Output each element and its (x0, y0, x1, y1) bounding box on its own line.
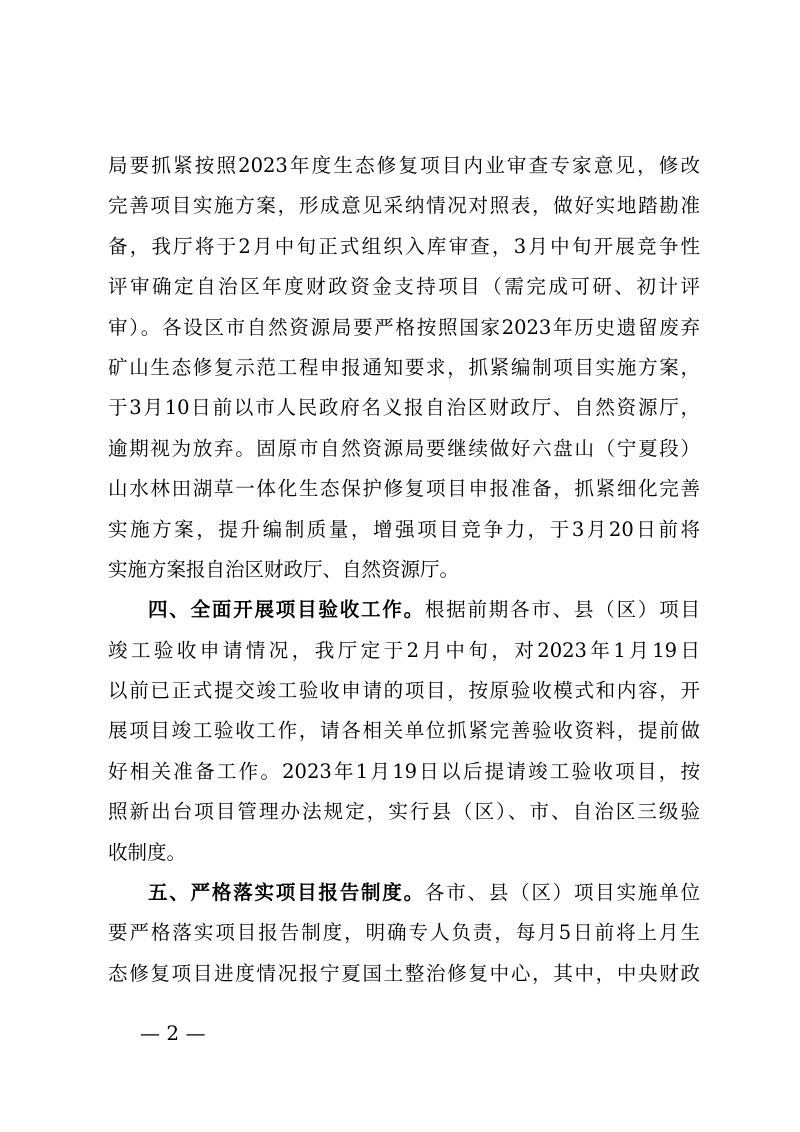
text-line: 评审确定自治区年度财政资金支持项目（需完成可研、初计评 (108, 275, 700, 299)
page-number: — 2 — (140, 1021, 206, 1045)
text-line: 实施方案报自治区财政厅、自然资源厅。 (108, 557, 460, 581)
text-line: 于3月10日前以市人民政府名义报自治区财政厅、自然资源厅， (108, 396, 700, 420)
section-4-heading: 四、全面开展项目验收工作。 (148, 598, 425, 622)
text-line: 照新出台项目管理办法规定，实行县（区）、市、自治区三级验 (108, 800, 700, 824)
text-line: 局要抓紧按照2023年度生态修复项目内业审查专家意见，修改 (108, 154, 700, 177)
text-line: 竣工验收申请情况，我厅定于2月中旬，对2023年1月19日 (108, 638, 700, 662)
section-5-first-line (108, 873, 700, 913)
section-5-heading: 五、严格落实项目报告制度。 (148, 881, 425, 905)
text-line: 收制度。 (108, 840, 187, 864)
text-line: 备，我厅将于2月中旬正式组织入库审查，3月中旬开展竞争性 (108, 234, 700, 258)
text-line: 好相关准备工作。2023年1月19日以后提请竣工验收项目，按 (108, 759, 700, 783)
text-line: 展项目竣工验收工作，请各相关单位抓紧完善验收资料，提前做 (108, 719, 700, 743)
text-line: 完善项目实施方案，形成意见采纳情况对照表，做好实地踏勘准 (108, 194, 700, 218)
text-line: 逾期视为放弃。固原市自然资源局要继续做好六盘山（宁夏段） (108, 436, 700, 460)
section-4-first-line (108, 590, 700, 630)
text-line: 山水林田湖草一体化生态保护修复项目申报准备，抓紧细化完善 (108, 477, 700, 501)
text-line: 态修复项目进度情况报宁夏国土整治修复中心，其中，中央财政 (108, 961, 700, 985)
section-4-first-line-text: 根据前期各市、县（区）项目 (424, 598, 700, 622)
text-line: 审）。各设区市自然资源局要严格按照国家2023年历史遗留废弃 (108, 315, 700, 339)
body-text (108, 146, 700, 994)
section-5-first-line-text: 各市、县（区）项目实施单位 (424, 881, 700, 905)
text-line: 要严格落实项目报告制度，明确专人负责，每月5日前将上月生 (108, 921, 700, 945)
text-line: 以前已正式提交竣工验收申请的项目，按原验收模式和内容，开 (108, 679, 700, 703)
text-line: 实施方案，提升编制质量，增强项目竞争力，于3月20日前将 (108, 517, 700, 541)
text-line: 矿山生态修复示范工程申报通知要求，抓紧编制项目实施方案， (108, 355, 700, 379)
